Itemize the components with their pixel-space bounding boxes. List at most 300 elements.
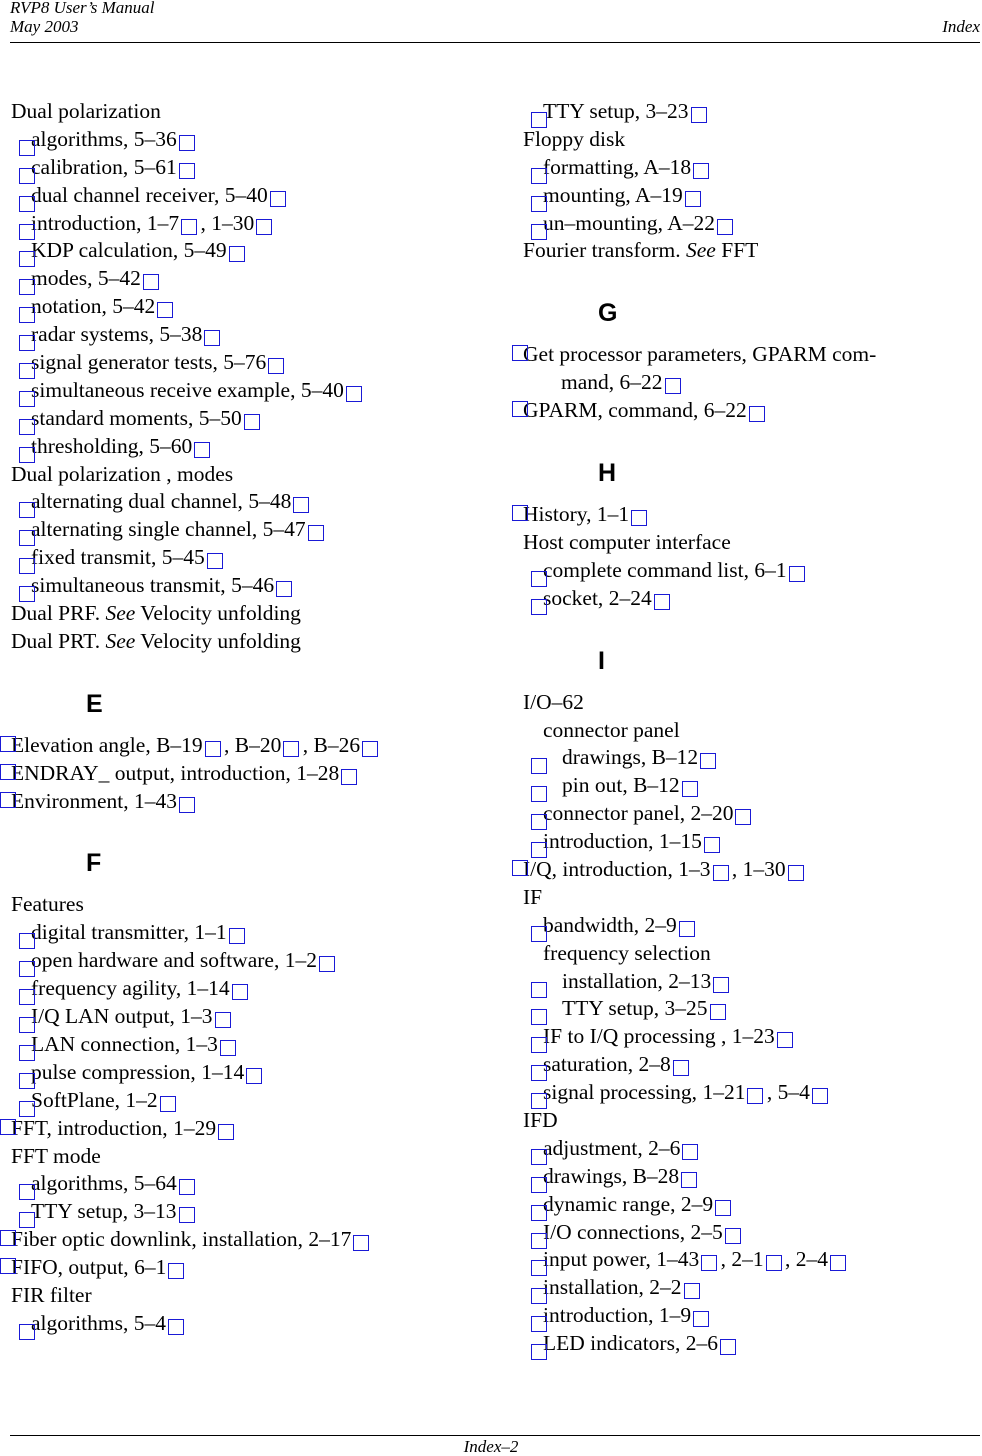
page-ref-link[interactable]: 5–38 [159, 322, 203, 347]
link-box-icon[interactable] [244, 414, 260, 430]
index-subheading: connector panel [543, 717, 680, 742]
index-entry [523, 154, 982, 182]
page-ref-link[interactable]: 6–1 [754, 557, 787, 582]
link-box-icon[interactable] [362, 741, 378, 757]
index-entry [11, 516, 481, 544]
page-ref-link[interactable]: 5–4 [777, 1080, 810, 1105]
link-box-icon[interactable] [204, 330, 220, 346]
link-box-icon[interactable] [179, 797, 195, 813]
index-heading: FIR filter [11, 1282, 92, 1307]
link-box-icon[interactable] [654, 594, 670, 610]
link-box-icon[interactable] [631, 510, 647, 526]
fft-intro-entry [11, 1115, 481, 1143]
index-entry [523, 1135, 982, 1163]
dual-pol-modes-subentries [11, 488, 481, 600]
link-box-icon[interactable] [218, 1124, 234, 1140]
footer-rule [10, 1435, 980, 1436]
link-box-icon[interactable] [179, 1207, 195, 1223]
if-subentries [523, 1023, 982, 1107]
page-ref-link[interactable]: 2–1 [731, 1247, 764, 1272]
index-entry [523, 968, 982, 996]
page-ref-link[interactable]: 1–30 [211, 210, 255, 235]
link-box-icon[interactable] [205, 741, 221, 757]
see-reference: Dual PRT. See Velocity unfolding [11, 628, 301, 653]
link-box-icon[interactable] [720, 1339, 736, 1355]
entry-label: notation, [31, 294, 113, 319]
link-box-icon[interactable] [679, 921, 695, 937]
link-box-icon[interactable] [215, 1012, 231, 1028]
floppy-subentries [523, 154, 982, 238]
entry-label: introduction, [31, 210, 147, 235]
entry-label: I/Q LAN output, [31, 1004, 181, 1029]
page-ref-link[interactable]: 1–29 [173, 1115, 217, 1140]
if-bandwidth-entry [523, 912, 982, 940]
link-box-icon[interactable] [168, 1319, 184, 1335]
index-entry [11, 1003, 481, 1031]
link-box-icon[interactable] [710, 1004, 726, 1020]
index-entry: Elevation angle, B–19 , B–20 , B–26 [11, 732, 481, 760]
fir-tty-entry [523, 98, 982, 126]
link-box-icon[interactable] [276, 581, 292, 597]
index-entry [523, 828, 982, 856]
link-box-icon[interactable] [229, 246, 245, 262]
page-ref-link[interactable]: 2–20 [690, 801, 734, 826]
link-box-icon[interactable] [143, 274, 159, 290]
link-box-icon[interactable] [713, 977, 729, 993]
manual-date: May 2003 [10, 17, 79, 36]
index-entry [523, 1163, 982, 1191]
entry-label: frequency agility, [31, 976, 187, 1001]
link-box-icon[interactable] [179, 1179, 195, 1195]
index-entry [523, 1330, 982, 1358]
page-ref-link[interactable]: 5–45 [161, 545, 205, 570]
page-ref-link[interactable]: 5–42 [97, 266, 141, 291]
see-reference: Fourier transform. See FFT [523, 238, 759, 263]
page-ref-link[interactable]: 1–9 [658, 1303, 692, 1328]
page-ref-link[interactable]: 1–3 [678, 856, 711, 881]
index-entry [523, 182, 982, 210]
link-box-icon[interactable] [512, 505, 528, 521]
link-box-icon[interactable] [157, 302, 173, 318]
page-ref-link[interactable]: 1–3 [180, 1004, 213, 1029]
entry-label: alternating single channel, [31, 517, 263, 542]
page-ref-link[interactable]: 6–22 [619, 370, 663, 395]
index-entry [11, 349, 481, 377]
entry-label: digital transmitter, [31, 920, 195, 945]
page-ref-link[interactable]: 2–17 [308, 1227, 352, 1252]
link-box-icon[interactable] [308, 525, 324, 541]
link-box-icon[interactable] [0, 1230, 16, 1246]
page-ref-link[interactable]: 5–48 [248, 489, 292, 514]
entry-label: open hardware and software, [31, 948, 285, 973]
link-box-icon[interactable] [681, 1172, 697, 1188]
see-target-link[interactable]: FFT [715, 238, 759, 263]
entry-label: ENDRAY_ output, introduction, [11, 760, 297, 785]
index-column-left [11, 98, 481, 1338]
link-box-icon[interactable] [207, 553, 223, 569]
link-box-icon[interactable] [704, 837, 720, 853]
link-box-icon[interactable] [229, 928, 245, 944]
link-box-icon[interactable] [682, 1144, 698, 1160]
entry-label: un–mounting, [543, 210, 668, 235]
letter-heading-i: I [598, 646, 605, 675]
link-box-icon[interactable] [717, 219, 733, 235]
page-ref-link[interactable]: 2–13 [668, 968, 712, 993]
index-entry [523, 772, 982, 800]
link-box-icon[interactable] [168, 1263, 184, 1279]
page-ref-link[interactable]: 5–60 [149, 433, 193, 458]
index-entry [11, 1087, 481, 1115]
link-box-icon[interactable] [749, 406, 765, 422]
link-box-icon[interactable] [512, 345, 528, 361]
page-ref-link[interactable]: B–12 [651, 745, 699, 770]
page-ref-link[interactable]: B–20 [234, 732, 282, 757]
index-entry [523, 912, 982, 940]
index-heading: Features [11, 892, 84, 917]
link-box-icon[interactable] [701, 1255, 717, 1271]
link-box-icon[interactable] [725, 1228, 741, 1244]
link-box-icon[interactable] [341, 769, 357, 785]
index-entry [11, 154, 481, 182]
page-ref-link[interactable]: 6–1 [134, 1255, 167, 1280]
page-ref-link[interactable]: 1–28 [296, 760, 340, 785]
entry-label: calibration, [31, 154, 134, 179]
index-entry [523, 1023, 982, 1051]
entry-label: fixed transmit, [31, 545, 162, 570]
page-ref-link[interactable]: 1–2 [284, 948, 317, 973]
link-box-icon[interactable] [700, 753, 716, 769]
entry-label: mounting, [543, 182, 635, 207]
index-entry [11, 919, 481, 947]
entry-label: Elevation angle, [11, 732, 157, 757]
page-ref-link[interactable]: 6–22 [703, 398, 747, 423]
page-ref-link[interactable]: 1–21 [702, 1080, 746, 1105]
index-heading: IF [523, 884, 543, 909]
link-box-icon[interactable] [812, 1088, 828, 1104]
entry-label: dynamic range, [543, 1191, 681, 1216]
letter-heading-g: G [598, 299, 618, 328]
index-entry [523, 995, 982, 1023]
entry-label: socket, [543, 585, 609, 610]
index-entry [11, 947, 481, 975]
page-ref-link[interactable]: A–18 [643, 154, 692, 179]
entry-label: SoftPlane, [31, 1087, 126, 1112]
page-ref-link[interactable]: B–26 [313, 732, 361, 757]
entry-label: I/Q, introduction, [523, 856, 679, 881]
index-entry [11, 405, 481, 433]
index-entry: input power, 1–43 , 2–1 , 2–4 [523, 1246, 982, 1274]
index-entry [523, 397, 982, 425]
page-ref-link[interactable]: 3–13 [133, 1199, 177, 1224]
see-target-link[interactable]: Velocity unfolding [135, 628, 301, 653]
page-ref-link[interactable]: 2–2 [649, 1275, 682, 1300]
link-box-icon[interactable] [715, 1200, 731, 1216]
page-ref-link[interactable]: 2–9 [644, 912, 677, 937]
link-box-icon[interactable] [684, 1283, 700, 1299]
link-box-icon[interactable] [685, 191, 701, 207]
page-ref-link[interactable]: 5–76 [223, 350, 267, 375]
entry-label: FFT, introduction, [11, 1115, 174, 1140]
link-box-icon[interactable] [777, 1032, 793, 1048]
entry-label: signal generator tests, [31, 350, 224, 375]
index-entry [11, 1170, 481, 1198]
page-ref-link[interactable]: 5–47 [262, 517, 306, 542]
page-ref-link[interactable]: 5–36 [133, 126, 177, 151]
page-ref-link[interactable]: 5–61 [133, 154, 177, 179]
link-box-icon[interactable] [531, 1344, 547, 1360]
page-ref-link[interactable]: 1–3 [185, 1031, 218, 1056]
link-box-icon[interactable] [735, 809, 751, 825]
page-ref-link[interactable]: A–22 [667, 210, 716, 235]
entry-label: thresholding, [31, 433, 150, 458]
index-entry [523, 557, 982, 585]
link-box-icon[interactable] [232, 984, 248, 1000]
index-entry [523, 1274, 982, 1302]
entry-label: KDP calculation, [31, 238, 184, 263]
letter-heading-h: H [598, 459, 617, 488]
link-box-icon[interactable] [0, 792, 16, 808]
entry-label: complete command list, [543, 557, 755, 582]
index-entry: introduction, 1–7 , 1–30 [11, 210, 481, 238]
index-entry [523, 98, 982, 126]
link-box-icon[interactable] [256, 219, 272, 235]
index-entry [11, 1059, 481, 1087]
entry-label: introduction, [543, 829, 659, 854]
link-box-icon[interactable] [0, 764, 16, 780]
index-entry [11, 1226, 481, 1254]
fiber-entry [11, 1226, 481, 1254]
entry-label: LED indicators, [543, 1331, 686, 1356]
page-ref-link[interactable]: 1–14 [201, 1059, 245, 1084]
entry-label: modes, [31, 266, 98, 291]
index-subheading: frequency selection [543, 940, 711, 965]
history-entry [523, 501, 982, 529]
entry-label: TTY setup, [31, 1199, 134, 1224]
link-box-icon[interactable] [293, 497, 309, 513]
link-box-icon[interactable] [0, 1119, 16, 1135]
page-ref-link[interactable]: 1–1 [596, 502, 630, 527]
page-ref-link[interactable]: A–19 [634, 182, 683, 207]
index-entry [11, 1254, 481, 1282]
link-box-icon[interactable] [179, 135, 195, 151]
index-entry [11, 544, 481, 572]
io62-subentries [523, 800, 982, 856]
entry-label: connector panel, [543, 801, 691, 826]
host-subentries [523, 557, 982, 613]
page-ref-link[interactable]: 2–6 [648, 1135, 681, 1160]
entry-label: algorithms, [31, 1310, 134, 1335]
page-ref-link[interactable]: 2–9 [680, 1191, 714, 1216]
link-box-icon[interactable] [789, 566, 805, 582]
link-box-icon[interactable] [194, 442, 210, 458]
link-box-icon[interactable] [682, 781, 698, 797]
page-ref-link[interactable]: 1–7 [146, 210, 180, 235]
link-box-icon[interactable] [766, 1255, 782, 1271]
page-ref-link[interactable]: 1–23 [731, 1024, 775, 1049]
index-entry [523, 1219, 982, 1247]
index-heading: FFT mode [11, 1143, 101, 1168]
entry-label: standard moments, [31, 405, 199, 430]
index-entry [523, 210, 982, 238]
section-name: Index [942, 17, 980, 36]
fft-mode-subentries [11, 1170, 481, 1226]
index-heading: Dual polarization [11, 99, 161, 123]
page-ref-link[interactable]: 5–50 [198, 405, 242, 430]
entry-label: installation, [543, 1275, 650, 1300]
entry-label: signal processing, [543, 1080, 703, 1105]
entry-label: algorithms, [31, 126, 134, 151]
page-ref-link[interactable]: 1–15 [658, 829, 702, 854]
index-entry [11, 321, 481, 349]
page-ref-link[interactable]: 1–43 [134, 788, 178, 813]
index-heading: Host computer interface [523, 529, 731, 554]
link-box-icon[interactable] [673, 1060, 689, 1076]
link-box-icon[interactable] [747, 1088, 763, 1104]
link-box-icon[interactable] [531, 599, 547, 615]
index-entry [523, 501, 982, 529]
page-ref-link[interactable]: 1–2 [125, 1087, 158, 1112]
page-ref-link[interactable]: 5–46 [231, 573, 275, 598]
entry-label: I/O connections, [543, 1219, 691, 1244]
index-entry [11, 126, 481, 154]
entry-label: algorithms, [31, 1171, 134, 1196]
link-box-icon[interactable] [270, 191, 286, 207]
entry-label: introduction, [543, 1303, 659, 1328]
link-box-icon[interactable] [179, 163, 195, 179]
entry-label: TTY setup, [562, 996, 665, 1021]
entry-label: GPARM, command, [523, 398, 704, 423]
link-box-icon[interactable] [268, 358, 284, 374]
page-ref-link[interactable]: 2–5 [690, 1219, 723, 1244]
link-box-icon[interactable] [346, 386, 362, 402]
index-entry [11, 1310, 481, 1338]
page-ref-link[interactable]: 3–23 [645, 99, 689, 123]
link-box-icon[interactable] [353, 1235, 369, 1251]
fir-subentries [11, 1310, 481, 1338]
page-ref-link[interactable]: 1–1 [194, 920, 227, 945]
index-entry [11, 1031, 481, 1059]
e-entries [11, 732, 481, 816]
link-box-icon[interactable] [788, 865, 804, 881]
page-ref-link[interactable]: 5–4 [133, 1310, 166, 1335]
index-entry [523, 744, 982, 772]
link-box-icon[interactable] [246, 1068, 262, 1084]
index-entry [11, 182, 481, 210]
entry-label: History, [523, 502, 597, 527]
page-ref-link[interactable]: 2–8 [638, 1052, 671, 1077]
ifd-subentries [523, 1135, 982, 1358]
entry-label: Fiber optic downlink, installation, [11, 1227, 309, 1252]
index-heading: I/O–62 [523, 689, 584, 714]
index-entry [11, 975, 481, 1003]
io62-connector-subentries [523, 744, 982, 800]
link-box-icon[interactable] [283, 741, 299, 757]
entry-label: alternating dual channel, [31, 489, 249, 514]
entry-label: drawings, [543, 1163, 633, 1188]
entry-label: adjustment, [543, 1135, 649, 1160]
link-box-icon[interactable] [665, 378, 681, 394]
page-ref-link[interactable]: 3–25 [664, 996, 708, 1021]
link-box-icon[interactable] [693, 1311, 709, 1327]
page-ref-link[interactable]: B–19 [156, 732, 203, 757]
link-box-icon[interactable] [691, 107, 707, 123]
entry-label: drawings, [562, 745, 652, 770]
fifo-entry [11, 1254, 481, 1282]
get-processor-entry: Get processor parameters, GPARM com- mand, 6–22 [523, 341, 982, 397]
entry-label: installation, [562, 968, 669, 993]
link-box-icon[interactable] [181, 219, 197, 235]
page-ref-link[interactable]: 5–40 [300, 377, 344, 402]
letter-heading-e: E [86, 689, 103, 718]
link-box-icon[interactable] [160, 1096, 176, 1112]
link-box-icon[interactable] [220, 1040, 236, 1056]
page-ref-link[interactable]: 5–49 [183, 238, 227, 263]
index-entry [523, 585, 982, 613]
entry-label: pin out, [562, 773, 634, 798]
page-ref-link[interactable]: 2–6 [685, 1331, 718, 1356]
index-entry [11, 433, 481, 461]
see-reference: Dual PRF. See Velocity unfolding [11, 601, 301, 626]
index-entry [523, 1191, 982, 1219]
index-entry [523, 1051, 982, 1079]
letter-heading-f: F [86, 849, 102, 878]
entry-label: LAN connection, [31, 1031, 186, 1056]
page-ref-link[interactable]: 1–30 [742, 856, 786, 881]
index-entry [11, 377, 481, 405]
index-entry [11, 488, 481, 516]
header-rule [10, 42, 980, 43]
entry-label: saturation, [543, 1052, 639, 1077]
entry-label: simultaneous receive example, [31, 377, 301, 402]
link-box-icon[interactable] [512, 401, 528, 417]
entry-label: radar systems, [31, 322, 160, 347]
page-ref-link[interactable]: 5–40 [224, 182, 268, 207]
link-box-icon[interactable] [0, 736, 16, 752]
see-target-link[interactable]: Velocity unfolding [135, 601, 301, 626]
page-ref-link[interactable]: 5–64 [133, 1171, 177, 1196]
page-ref-link[interactable]: 1–43 [656, 1247, 700, 1272]
index-entry [11, 1198, 481, 1226]
link-box-icon[interactable] [512, 860, 528, 876]
index-entry [11, 237, 481, 265]
features-subentries [11, 919, 481, 1114]
entry-label: TTY setup, [543, 99, 646, 123]
index-entry [523, 1302, 982, 1330]
gparm-entry [523, 397, 982, 425]
page-ref-link[interactable]: 2–24 [608, 585, 652, 610]
page-ref-link[interactable]: 5–42 [112, 294, 156, 319]
link-box-icon[interactable] [19, 1324, 35, 1340]
index-entry [11, 293, 481, 321]
link-box-icon[interactable] [713, 865, 729, 881]
index-entry [11, 788, 481, 816]
entry-label: bandwidth, [543, 912, 645, 937]
entry-label: input power, [543, 1247, 657, 1272]
index-heading: IFD [523, 1107, 558, 1132]
link-box-icon[interactable] [693, 163, 709, 179]
page-ref-link[interactable]: 2–4 [795, 1247, 828, 1272]
manual-title: RVP8 User’s Manual [10, 0, 155, 17]
link-box-icon[interactable] [319, 956, 335, 972]
page-ref-link[interactable]: 1–14 [186, 976, 230, 1001]
index-entry [523, 800, 982, 828]
link-box-icon[interactable] [0, 1258, 16, 1274]
entry-label: pulse compression, [31, 1059, 202, 1084]
if-freq-subentries [523, 968, 982, 1024]
page-ref-link[interactable]: B–28 [632, 1163, 680, 1188]
page-ref-link[interactable]: B–12 [633, 773, 680, 798]
link-box-icon[interactable] [830, 1255, 846, 1271]
